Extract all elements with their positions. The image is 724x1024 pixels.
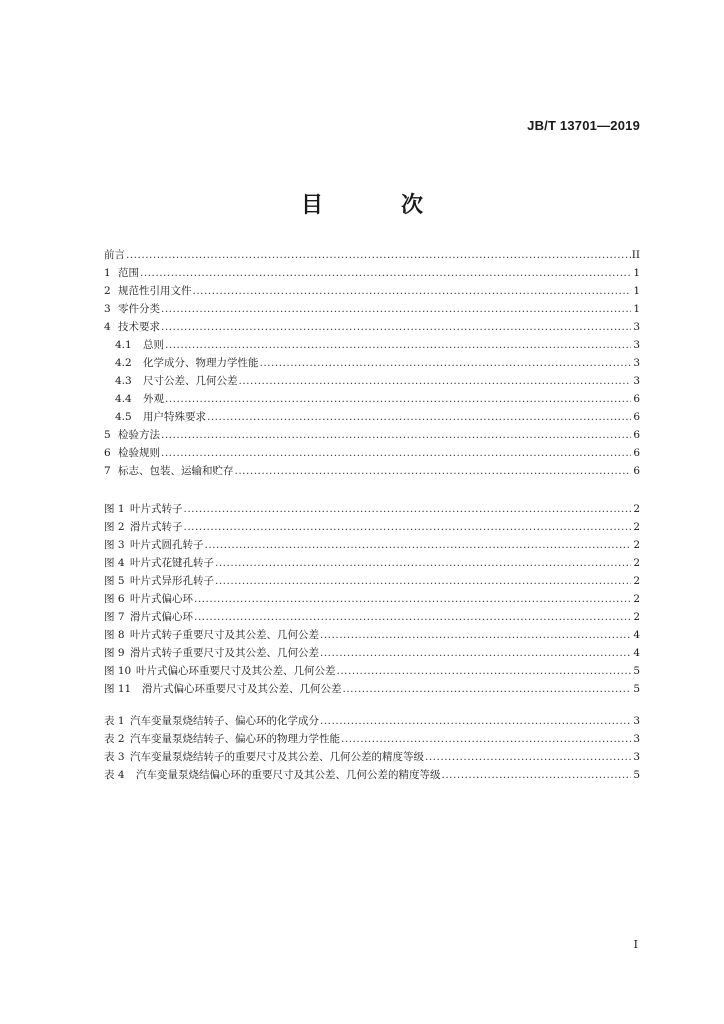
entry-label: 化学成分、物理力学性能 [143, 357, 259, 369]
dot-leader [194, 590, 631, 608]
entry-page: 5 [633, 683, 640, 695]
entry-number: 图 8 [104, 629, 125, 641]
toc-entry-section-6[interactable] [104, 444, 640, 462]
entry-page: 3 [633, 733, 640, 745]
dot-leader [215, 554, 631, 572]
toc-entry-table-3[interactable] [104, 748, 640, 766]
entry-number: 4.3 [115, 375, 132, 387]
dot-leader [337, 662, 632, 680]
entry-number: 6 [104, 447, 111, 459]
dot-leader [165, 390, 631, 408]
entry-number: 图 1 [104, 503, 125, 515]
toc-entry-figure-4[interactable] [104, 554, 640, 572]
entry-number: 表 3 [104, 751, 125, 763]
entry-label: 检验规则 [118, 447, 160, 459]
entry-number: 4.5 [115, 411, 132, 423]
toc-tables-list [104, 712, 640, 784]
dot-leader [215, 572, 631, 590]
toc-entry-section-4-4[interactable] [104, 390, 640, 408]
entry-label: 叶片式偏心环重要尺寸及其公差、几何公差 [136, 665, 336, 677]
entry-page: 3 [633, 357, 640, 369]
dot-leader [239, 372, 632, 390]
toc-entry-figure-6[interactable] [104, 590, 640, 608]
entry-number: 图 5 [104, 575, 125, 587]
toc-entry-figure-9[interactable] [104, 644, 640, 662]
entry-page: II [631, 249, 640, 261]
page-title: 目 次 [300, 192, 451, 218]
entry-label: 技术要求 [118, 321, 160, 333]
entry-number: 表 4 [104, 769, 125, 781]
toc-entry-figure-7[interactable] [104, 608, 640, 626]
entry-page: 4 [633, 647, 640, 659]
entry-label: 叶片式异形孔转子 [130, 575, 214, 587]
dot-leader [140, 264, 631, 282]
entry-label: 汽车变量泵烧结转子的重要尺寸及其公差、几何公差的精度等级 [130, 751, 424, 763]
dot-leader [165, 336, 631, 354]
entry-number: 4.2 [115, 357, 132, 369]
entry-number: 图 3 [104, 539, 125, 551]
entry-label: 规范性引用文件 [118, 285, 192, 297]
entry-page: 1 [633, 285, 640, 297]
entry-label: 叶片式花键孔转子 [130, 557, 214, 569]
entry-page: 3 [633, 375, 640, 387]
dot-leader [260, 354, 632, 372]
entry-label: 外观 [143, 393, 164, 405]
entry-label: 标志、包装、运输和贮存 [118, 465, 234, 477]
entry-number: 图 6 [104, 593, 125, 605]
toc-entry-section-4-3[interactable] [104, 372, 640, 390]
toc-entry-section-4-5[interactable] [104, 408, 640, 426]
dot-leader [207, 408, 631, 426]
entry-label: 用户特殊要求 [143, 411, 206, 423]
entry-label: 汽车变量泵烧结转子、偏心环的物理力学性能 [130, 733, 340, 745]
entry-number: 表 1 [104, 715, 125, 727]
entry-number: 图 10 [104, 665, 132, 677]
toc-entry-figure-10[interactable] [104, 662, 640, 680]
entry-number: 图 7 [104, 611, 125, 623]
entry-number: 图 4 [104, 557, 125, 569]
entry-label: 汽车变量泵烧结偏心环的重要尺寸及其公差、几何公差的精度等级 [136, 769, 441, 781]
toc-entry-figure-11[interactable] [104, 680, 640, 698]
dot-leader [320, 712, 631, 730]
toc-entry-figure-5[interactable] [104, 572, 640, 590]
entry-page: 2 [633, 503, 640, 515]
entry-number: 3 [104, 303, 111, 315]
toc-entry-section-1[interactable] [104, 264, 640, 282]
entry-label: 前言 [104, 249, 125, 261]
entry-number: 表 2 [104, 733, 125, 745]
entry-page: 6 [633, 447, 640, 459]
toc-entry-figure-3[interactable] [104, 536, 640, 554]
entry-page: 2 [633, 593, 640, 605]
entry-page: 3 [633, 321, 640, 333]
toc-entry-table-2[interactable] [104, 730, 640, 748]
entry-page: 6 [633, 465, 640, 477]
dot-leader [184, 500, 632, 518]
entry-number: 图 2 [104, 521, 125, 533]
entry-number: 1 [104, 267, 111, 279]
entry-label: 汽车变量泵烧结转子、偏心环的化学成分 [130, 715, 319, 727]
entry-label: 滑片式偏心环重要尺寸及其公差、几何公差 [142, 683, 342, 695]
toc-sections-list [104, 246, 640, 480]
entry-number: 2 [104, 285, 111, 297]
toc-entry-figure-8[interactable] [104, 626, 640, 644]
entry-page: 5 [633, 665, 640, 677]
entry-label: 总则 [143, 339, 164, 351]
entry-page: 3 [633, 715, 640, 727]
toc-entry-section-3[interactable] [104, 300, 640, 318]
entry-page: 4 [633, 629, 640, 641]
dot-leader [205, 536, 632, 554]
entry-number: 图 11 [104, 683, 132, 695]
toc-entry-table-1[interactable] [104, 712, 640, 730]
entry-label: 叶片式偏心环 [130, 593, 193, 605]
entry-page: 5 [633, 769, 640, 781]
toc-entry-foreword[interactable] [104, 246, 640, 264]
toc-entry-table-4[interactable] [104, 766, 640, 784]
dot-leader [341, 730, 631, 748]
dot-leader [161, 318, 631, 336]
toc-entry-section-7[interactable] [104, 462, 640, 480]
toc-entry-section-2[interactable] [104, 282, 640, 300]
entry-page: 2 [633, 539, 640, 551]
entry-page: 1 [633, 267, 640, 279]
entry-page: 2 [633, 575, 640, 587]
entry-label: 滑片式转子 [130, 521, 183, 533]
entry-label: 检验方法 [118, 429, 160, 441]
entry-page: 6 [633, 429, 640, 441]
document-code: JB/T 13701—2019 [527, 118, 640, 133]
dot-leader [320, 626, 631, 644]
entry-label: 范围 [118, 267, 139, 279]
entry-page: 2 [633, 611, 640, 623]
entry-page: 1 [633, 303, 640, 315]
entry-label: 滑片式转子重要尺寸及其公差、几何公差 [130, 647, 319, 659]
toc-entry-section-4[interactable] [104, 318, 640, 336]
toc-entry-section-4-2[interactable] [104, 354, 640, 372]
dot-leader [343, 680, 632, 698]
entry-label: 零件分类 [118, 303, 160, 315]
dot-leader [161, 300, 631, 318]
entry-page: 2 [633, 521, 640, 533]
entry-label: 叶片式转子 [130, 503, 183, 515]
dot-leader [235, 462, 632, 480]
entry-page: 3 [633, 339, 640, 351]
toc-entry-section-5[interactable] [104, 426, 640, 444]
entry-number: 7 [104, 465, 111, 477]
dot-leader [126, 246, 631, 264]
entry-page: 3 [633, 751, 640, 763]
dot-leader [320, 644, 631, 662]
dot-leader [184, 518, 632, 536]
toc-entry-figure-2[interactable] [104, 518, 640, 536]
dot-leader [161, 444, 631, 462]
entry-number: 4 [104, 321, 111, 333]
dot-leader [193, 282, 632, 300]
toc-entry-section-4-1[interactable] [104, 336, 640, 354]
dot-leader [161, 426, 631, 444]
page-number: I [633, 938, 638, 951]
dot-leader [194, 608, 631, 626]
entry-label: 滑片式偏心环 [130, 611, 193, 623]
entry-number: 4.1 [115, 339, 132, 351]
entry-label: 叶片式圆孔转子 [130, 539, 204, 551]
dot-leader [425, 748, 631, 766]
toc-figures-list [104, 500, 640, 698]
entry-page: 2 [633, 557, 640, 569]
dot-leader [442, 766, 632, 784]
entry-number: 4.4 [115, 393, 132, 405]
entry-number: 5 [104, 429, 111, 441]
entry-number: 图 9 [104, 647, 125, 659]
entry-label: 尺寸公差、几何公差 [143, 375, 238, 387]
entry-page: 6 [633, 393, 640, 405]
toc-entry-figure-1[interactable] [104, 500, 640, 518]
entry-page: 6 [633, 411, 640, 423]
entry-label: 叶片式转子重要尺寸及其公差、几何公差 [130, 629, 319, 641]
